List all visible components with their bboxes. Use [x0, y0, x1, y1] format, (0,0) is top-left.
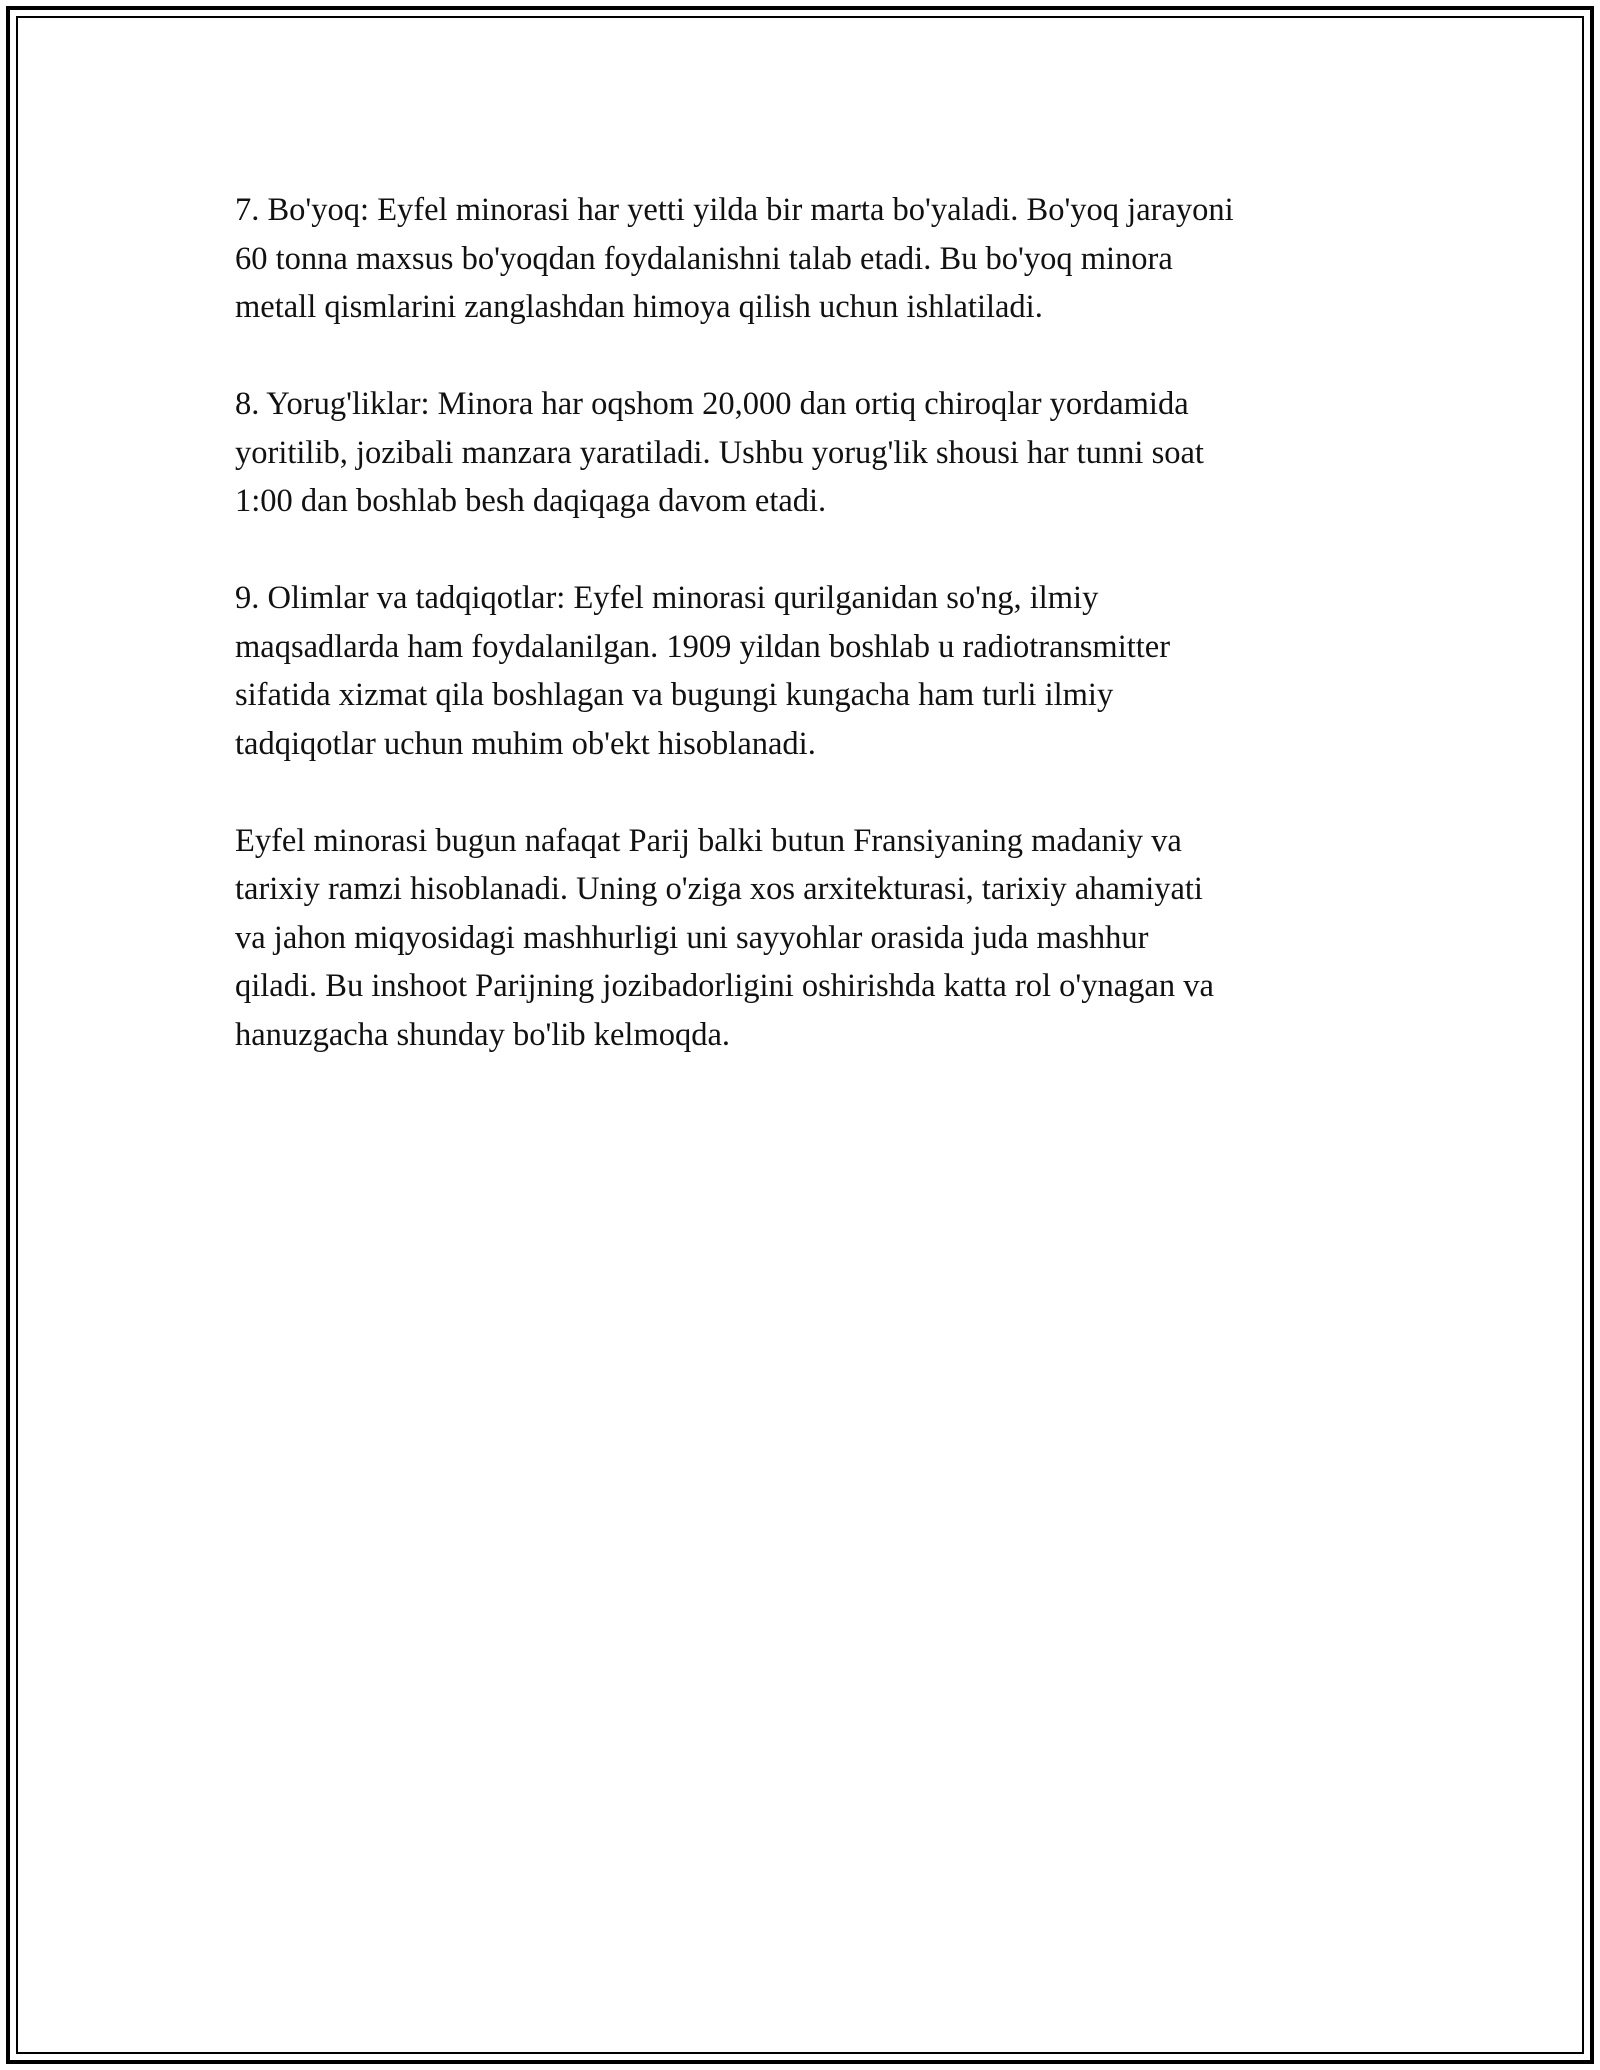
text-line: 8. Yorug'liklar: Minora har oqshom 20,000 dan ortiq chiroqlar yordamida: [235, 386, 1189, 422]
text-line: 1:00 dan boshlab besh daqiqaga davom etadi.: [235, 483, 827, 519]
paragraph-lights: [235, 380, 1375, 526]
text-line: metall qismlarini zanglashdan himoya qilish uchun ishlatiladi.: [235, 289, 1043, 325]
text-line: 60 tonna maxsus bo'yoqdan foydalanishni talab etadi. Bu bo'yoq minora: [235, 240, 1173, 277]
text-line: maqsadlarda ham foydalanilgan. 1909 yildan boshlab u radiotransmitter: [235, 628, 1171, 665]
text-line: tarixiy ramzi hisoblanadi. Uning o'ziga xos arxitekturasi, tarixiy ahamiyati: [235, 871, 1203, 907]
text-line: va jahon miqyosidagi mashhurligi uni sayyohlar orasida juda mashhur: [235, 919, 1149, 956]
text-line: sifatida xizmat qila boshlagan va bugungi kungacha ham turli ilmiy: [235, 677, 1114, 713]
text-line: hanuzgacha shunday bo'lib kelmoqda.: [235, 1016, 731, 1053]
text-line: tadqiqotlar uchun muhim ob'ekt hisoblanadi.: [235, 725, 816, 762]
paragraph-science: [235, 574, 1375, 768]
paragraph-conclusion: [235, 817, 1375, 1060]
paragraph-paint: [235, 186, 1375, 332]
text-line: 9. Olimlar va tadqiqotlar: Eyfel minorasi qurilganidan so'ng, ilmiy: [235, 580, 1099, 616]
text-line: 7. Bo'yoq: Eyfel minorasi har yetti yilda bir marta bo'yaladi. Bo'yoq jarayoni: [235, 192, 1234, 228]
text-line: yoritilib, jozibali manzara yaratiladi. Ushbu yorug'lik shousi har tunni soat: [235, 434, 1204, 471]
text-line: Eyfel minorasi bugun nafaqat Parij balki butun Fransiyaning madaniy va: [235, 822, 1182, 859]
text-line: qiladi. Bu inshoot Parijning jozibadorligini oshirishda katta rol o'ynagan va: [235, 968, 1214, 1004]
document-body: [235, 186, 1375, 1059]
